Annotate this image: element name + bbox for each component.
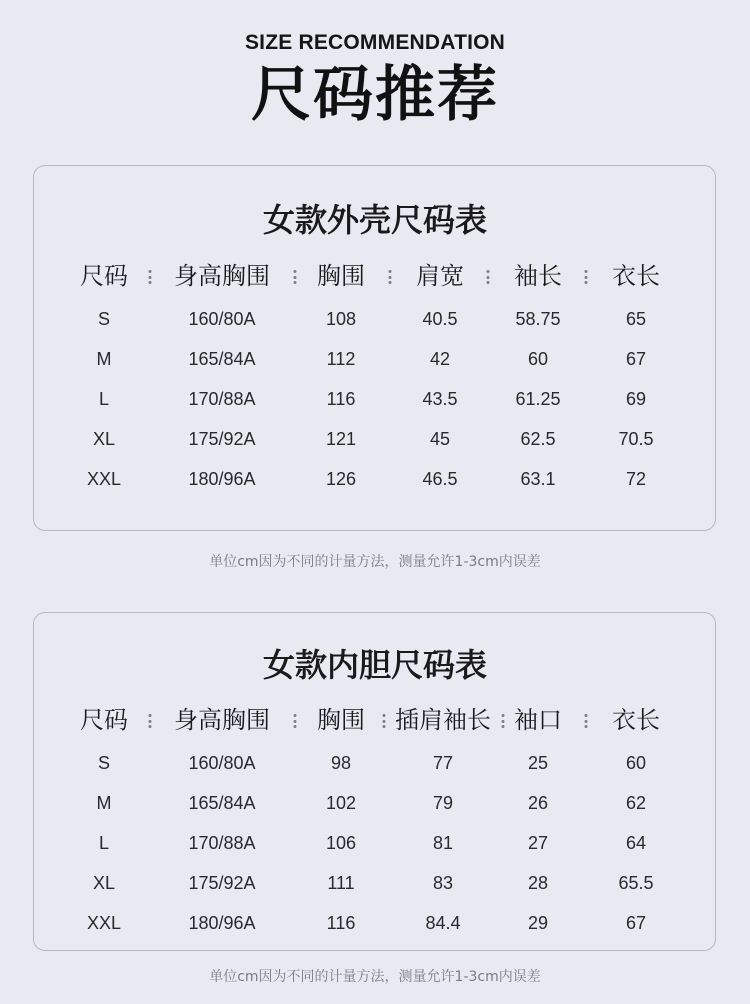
col-header-length: 衣长: [612, 706, 660, 734]
cell-raglan-sleeve: 84.4: [425, 913, 461, 933]
separator-dots-icon: [149, 714, 152, 728]
measurement-note: 单位cm因为不同的计量方法，测量允许1-3cm内误差: [209, 554, 541, 570]
separator-dots-icon: [585, 714, 588, 728]
cell-height-chest: 160/80A: [188, 753, 256, 773]
measurement-note: 单位cm因为不同的计量方法，测量允许1-3cm内误差: [209, 969, 541, 985]
cell-sleeve: 61.25: [515, 389, 561, 409]
cell-size: M: [96, 349, 112, 369]
table-row: [0, 384, 750, 414]
cell-chest: 126: [325, 469, 357, 489]
col-header-height-chest: 身高胸围: [174, 262, 270, 290]
cell-height-chest: 160/80A: [188, 309, 256, 329]
col-header-chest: 胸围: [317, 262, 365, 290]
cell-size: M: [96, 793, 112, 813]
cell-cuff: 29: [527, 913, 549, 933]
cell-size: L: [98, 833, 110, 853]
cell-size: L: [98, 389, 110, 409]
table-row: [0, 868, 750, 898]
cell-length: 65: [625, 309, 647, 329]
cell-size: S: [97, 309, 111, 329]
cell-length: 64: [625, 833, 647, 853]
cell-size: XXL: [86, 913, 122, 933]
table-row: [0, 424, 750, 454]
separator-dots-icon: [294, 714, 297, 728]
table-row: [0, 788, 750, 818]
cell-length: 67: [625, 349, 647, 369]
cell-raglan-sleeve: 77: [432, 753, 454, 773]
cell-chest: 121: [325, 429, 357, 449]
cell-length: 60: [625, 753, 647, 773]
cell-length: 70.5: [618, 429, 654, 449]
cell-raglan-sleeve: 79: [432, 793, 454, 813]
cell-height-chest: 175/92A: [188, 873, 256, 893]
cell-size: S: [97, 753, 111, 773]
col-header-size: 尺码: [80, 706, 128, 734]
cell-chest: 112: [326, 349, 356, 369]
page-title: 尺码推荐: [251, 60, 499, 130]
cell-size: XXL: [86, 469, 122, 489]
col-header-chest: 胸围: [317, 706, 365, 734]
cell-height-chest: 180/96A: [188, 913, 256, 933]
cell-shoulder: 45: [429, 429, 451, 449]
cell-chest: 116: [326, 389, 356, 409]
cell-sleeve: 58.75: [515, 309, 561, 329]
separator-dots-icon: [383, 714, 386, 728]
outer-shell-table-title: 女款外壳尺码表: [262, 201, 487, 239]
cell-chest: 98: [330, 753, 352, 773]
cell-chest: 111: [327, 873, 355, 893]
cell-length: 67: [625, 913, 647, 933]
table-row: [0, 304, 750, 334]
cell-cuff: 27: [527, 833, 549, 853]
col-header-length: 衣长: [612, 262, 660, 290]
separator-dots-icon: [149, 270, 152, 284]
separator-dots-icon: [294, 270, 297, 284]
cell-length: 69: [625, 389, 647, 409]
table-row: [0, 748, 750, 778]
cell-shoulder: 43.5: [422, 389, 458, 409]
cell-length: 72: [625, 469, 647, 489]
cell-height-chest: 170/88A: [188, 389, 256, 409]
cell-raglan-sleeve: 81: [432, 833, 454, 853]
cell-shoulder: 46.5: [422, 469, 458, 489]
col-header-sleeve: 袖长: [514, 262, 562, 290]
cell-length: 65.5: [618, 873, 654, 893]
inner-liner-table-header: [0, 705, 750, 735]
col-header-height-chest: 身高胸围: [174, 706, 270, 734]
cell-chest: 108: [325, 309, 357, 329]
table-row: [0, 828, 750, 858]
separator-dots-icon: [502, 714, 505, 728]
cell-cuff: 25: [527, 753, 549, 773]
separator-dots-icon: [389, 270, 392, 284]
col-header-raglan-sleeve: 插肩袖长: [395, 706, 491, 734]
cell-cuff: 28: [527, 873, 549, 893]
table-row: [0, 908, 750, 938]
separator-dots-icon: [487, 270, 490, 284]
cell-chest: 106: [325, 833, 357, 853]
cell-length: 62: [625, 793, 647, 813]
cell-height-chest: 165/84A: [188, 349, 256, 369]
cell-cuff: 26: [527, 793, 549, 813]
cell-chest: 102: [325, 793, 357, 813]
cell-shoulder: 40.5: [422, 309, 458, 329]
inner-liner-table-title: 女款内胆尺码表: [262, 646, 487, 684]
col-header-shoulder: 肩宽: [416, 262, 464, 290]
cell-chest: 116: [326, 913, 356, 933]
cell-shoulder: 42: [429, 349, 451, 369]
cell-sleeve: 62.5: [520, 429, 556, 449]
cell-height-chest: 180/96A: [188, 469, 256, 489]
cell-sleeve: 63.1: [520, 469, 556, 489]
cell-height-chest: 170/88A: [188, 833, 256, 853]
table-row: [0, 464, 750, 494]
cell-sleeve: 60: [527, 349, 549, 369]
cell-height-chest: 175/92A: [188, 429, 256, 449]
header-english: SIZE RECOMMENDATION: [244, 31, 506, 54]
cell-size: XL: [92, 429, 116, 449]
table-row: [0, 344, 750, 374]
col-header-cuff: 袖口: [514, 706, 562, 734]
outer-shell-table-header: [0, 261, 750, 291]
col-header-size: 尺码: [80, 262, 128, 290]
cell-size: XL: [92, 873, 116, 893]
separator-dots-icon: [585, 270, 588, 284]
cell-height-chest: 165/84A: [188, 793, 256, 813]
cell-raglan-sleeve: 83: [432, 873, 454, 893]
